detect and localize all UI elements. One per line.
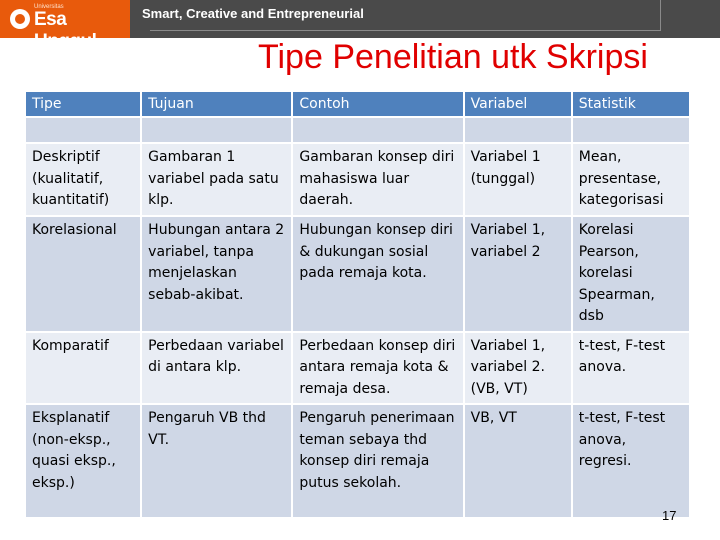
empty-cell [573, 118, 689, 142]
header-statistik: Statistik [573, 92, 689, 116]
table-cell: Variabel 1, variabel 2 [465, 217, 571, 331]
table-cell: Deskriptif (kualitatif, kuantitatif) [26, 144, 140, 215]
table-row [26, 144, 689, 215]
top-banner [0, 0, 720, 52]
empty-cell [26, 118, 140, 142]
table-cell: t-test, F-test anova. [573, 333, 689, 404]
research-types-table [24, 90, 691, 519]
logo-emblem-icon [10, 9, 30, 29]
empty-cell [142, 118, 291, 142]
table-cell: Pengaruh VB thd VT. [142, 405, 291, 517]
table-cell: t-test, F-test anova, regresi. [573, 405, 689, 517]
table-cell: Perbedaan konsep diri antara remaja kota & remaja desa. [293, 333, 462, 404]
table-cell: Hubungan konsep diri & dukungan sosial pada remaja kota. [293, 217, 462, 331]
table-header-row [26, 92, 689, 116]
table-cell: Komparatif [26, 333, 140, 404]
slide-title: Tipe Penelitian utk Skripsi [258, 38, 648, 76]
empty-cell [293, 118, 462, 142]
header-tujuan: Tujuan [142, 92, 291, 116]
logo-small-text: Universitas [34, 4, 64, 10]
table-cell: Gambaran 1 variabel pada satu klp. [142, 144, 291, 215]
table-cell: Hubungan antara 2 variabel, tanpa menjelaskan sebab-akibat. [142, 217, 291, 331]
table-cell: Variabel 1, variabel 2. (VB, VT) [465, 333, 571, 404]
header-contoh: Contoh [293, 92, 462, 116]
logo-name: Esa Unggul [34, 9, 97, 52]
header-tipe: Tipe [26, 92, 140, 116]
table-row [26, 333, 689, 404]
table-cell: Korelasional [26, 217, 140, 331]
university-logo [0, 0, 130, 52]
table-cell: Gambaran konsep diri mahasiswa luar daerah. [293, 144, 462, 215]
table-row [26, 217, 689, 331]
table-cell: Eksplanatif (non-eksp., quasi eksp., eksp.) [26, 405, 140, 517]
table-row [26, 405, 689, 517]
table-cell: Variabel 1 (tunggal) [465, 144, 571, 215]
table-cell: Perbedaan variabel di antara klp. [142, 333, 291, 404]
header-variabel: Variabel [465, 92, 571, 116]
table-cell: Pengaruh penerimaan teman sebaya thd konsep diri remaja putus sekolah. [293, 405, 462, 517]
table-cell: VB, VT [465, 405, 571, 517]
empty-cell [465, 118, 571, 142]
banner-divider-vertical [660, 0, 661, 31]
page-number: 17 [662, 508, 677, 523]
empty-row [26, 118, 689, 142]
banner-divider [150, 30, 660, 31]
table-cell: Mean, presentase, kategorisasi [573, 144, 689, 215]
tagline: Smart, Creative and Entrepreneurial [142, 6, 364, 21]
table-cell: Korelasi Pearson, korelasi Spearman, dsb [573, 217, 689, 331]
